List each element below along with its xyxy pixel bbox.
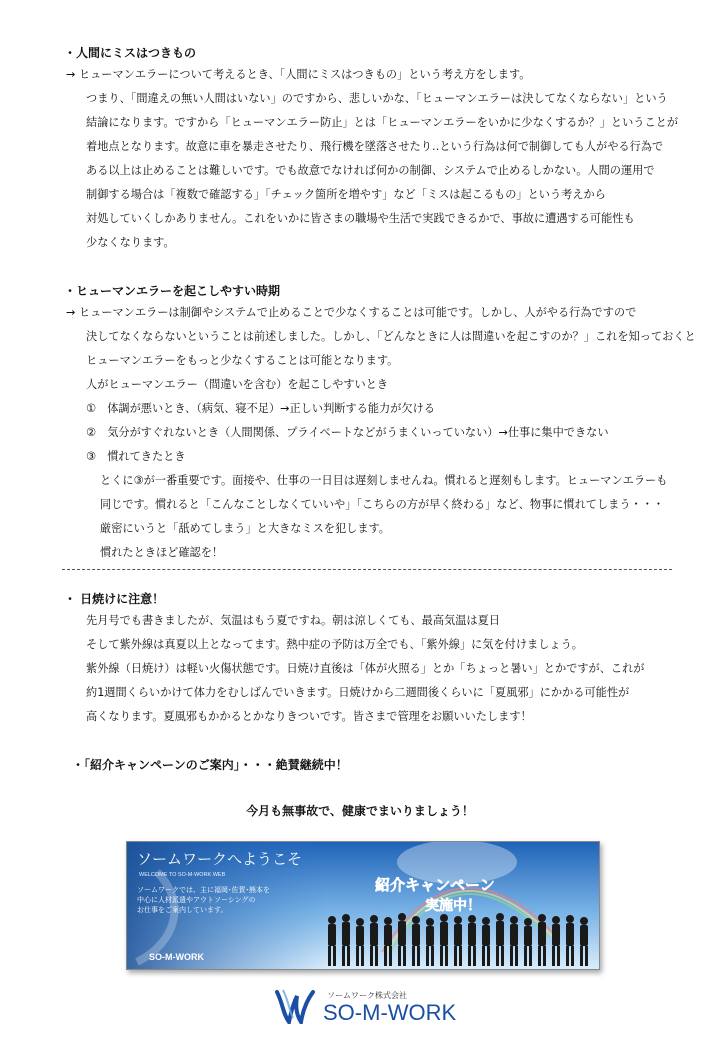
wave-icon (277, 992, 313, 1022)
list-item: ③ 慣れてきたとき (86, 450, 186, 463)
closing-message: 今月も無事故で、健康でまいりましょう！ (246, 804, 474, 818)
banner-graphic (127, 842, 599, 969)
paragraph-line: ある以上は止めることは難しいです。でも故意でなければ何かの制御、システムで止めるしかない。人間の運用で (86, 164, 655, 177)
list-item: ① 体調が悪いとき、（病気、寝不足）→正しい判断する能力が欠ける (86, 402, 435, 415)
paragraph-line: 対処していくしかありません。これをいかに皆さまの職場や生活で実践できるかで、事故に遭遇する可能性も (86, 212, 635, 225)
paragraph-line: 先月号でも書きましたが、気温はもう夏ですね。朝は涼しくても、最高気温は夏日 (86, 614, 500, 627)
paragraph-line: つまり、「間違えの無い人間はいない」のですから、悲しいかな、「ヒューマンエラーは決してなくならない」という (86, 92, 668, 105)
paragraph-line: とくに③が一番重要です。面接や、仕事の一日目は遅刻しませんね。慣れると遅刻もします。ヒューマンエラーも (100, 474, 668, 487)
section-heading-referral-campaign: ・「紹介キャンペーンのご案内」・・・絶賛継続中！ (72, 758, 348, 772)
paragraph-line: 制御する場合は「複数で確認する」「チェック箇所を増やす」など「ミスは起こるもの」という考えから (86, 188, 606, 201)
paragraph-line: そして紫外線は真夏以上となってます。熱中症の予防は万全でも、「紫外線」に気を付けましょう。 (86, 638, 583, 651)
paragraph-line: 約1週間くらいかけて体力をむしばんでいきます。日焼けから二週間後くらいに「夏風邪」にかかる可能性が (86, 686, 630, 699)
section-heading-error-prone-times: ・ヒューマンエラーを起こしやすい時期 (64, 284, 281, 298)
paragraph-line: 厳密にいうと「舐めてしまう」と大きなミスを犯します。 (100, 522, 390, 535)
logo-brand: SO-M-WORK (323, 1000, 457, 1024)
paragraph-line: ヒューマンエラーをもっと少なくすることは可能となります。 (86, 354, 399, 367)
banner-desc-line: ソームワークでは、主に福岡･佐賀･熊本を (137, 887, 270, 894)
paragraph-line: → ヒューマンエラーは制御やシステムで止めることで少なくすることは可能です。しかし、人がやる行為ですので (66, 306, 637, 319)
banner-desc-line: お仕事をご案内しています。 (137, 907, 228, 914)
banner-title: ソームワークへようこそ (137, 851, 303, 868)
paragraph-line: 同じです。慣れると「こんなことしなくていいや」「こちらの方が早く終わる」など、物事に慣れてしまう・・・ (100, 498, 665, 511)
campaign-banner[interactable] (126, 841, 600, 970)
banner-campaign-line2: 実施中！ (425, 898, 481, 914)
banner-campaign-line1: 紹介キャンペーン (375, 876, 495, 894)
paragraph-line: 結論になります。ですから「ヒューマンエラー防止」とは「ヒューマンエラーをいかに少なくするか？」ということが (86, 116, 679, 129)
section-heading-human-error: ・人間にミスはつきもの (64, 46, 197, 60)
section-heading-sunburn: ・ 日焼けに注意！ (64, 592, 165, 606)
logo-graphic (275, 986, 465, 1024)
company-logo (275, 986, 465, 1024)
paragraph-line: 慣れたときほど確認を！ (100, 546, 224, 559)
list-item: ② 気分がすぐれないとき（人間関係、プライベートなどがうまくいっていない）→仕事に集中できない (86, 426, 609, 439)
banner-subtitle: WELCOME TO SO-M-WORK WEB (139, 872, 226, 878)
paragraph-line: → ヒューマンエラーについて考えるとき、「人間にミスはつきもの」という考え方をします。 (66, 68, 531, 81)
paragraph-line: 決してなくならないということは前述しました。しかし、「どんなときに人は間違いを起こすのか？」これを知っておくと (86, 330, 696, 343)
paragraph-line: 紫外線（日焼け）は軽い火傷状態です。日焼け直後は「体が火照る」とか「ちょっと暑い」とかですが、これが (86, 662, 645, 675)
paragraph-line: 少なくなります。 (86, 236, 175, 249)
logo-company-kana: ソームワーク株式会社 (327, 991, 407, 1000)
banner-desc-line: 中心に人材派遣やアウトソーシングの (137, 897, 256, 904)
paragraph-line: 着地点となります。故意に車を暴走させたり、飛行機を墜落させたり‥という行為は何で制御しても人がやる行為で (86, 140, 664, 153)
banner-brand: SO-M-WORK (149, 952, 204, 962)
paragraph-line: 高くなります。夏風邪もかかるとかなりきついです。皆さまで管理をお願いいたします！ (86, 710, 532, 723)
dashed-divider (62, 569, 672, 570)
paragraph-line: 人がヒューマンエラー（間違いを含む）を起こしやすいとき (86, 378, 389, 391)
